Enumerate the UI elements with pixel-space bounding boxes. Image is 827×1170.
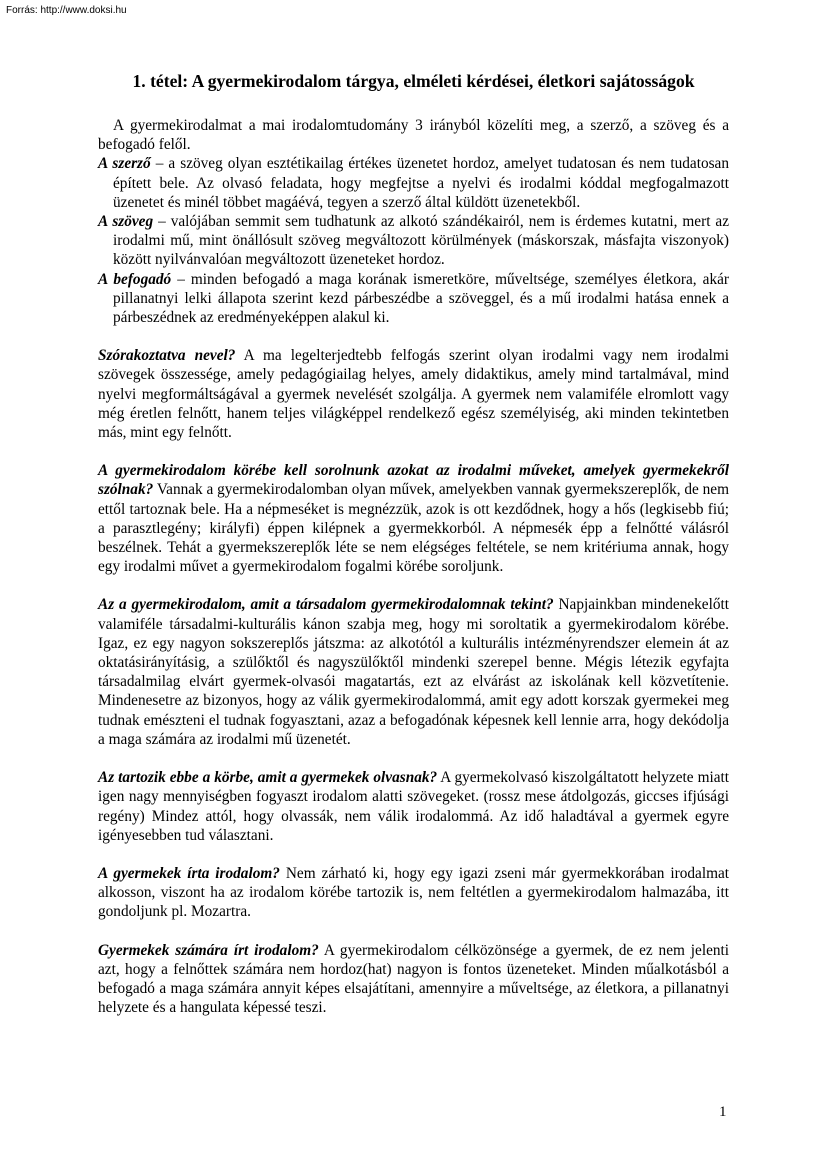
term-text: – a szöveg olyan esztétikailag értékes üzenetet hordoz, amelyet tudatosan és nem tudatosan épített bele. Az olvasó feladata, hogy megfejtse a nyelvi és irodalmi kóddal megfogalmazott üzenetet és minél többet magáévá, tegyen a szerző által küldött üzenetekből. xyxy=(113,155,729,211)
spacer xyxy=(98,922,729,941)
section-paragraph xyxy=(98,595,729,749)
section-text: Nem zárható ki, hogy egy igazi zseni már gyermekkorában irodalmat alkosson, viszont ha az irodalom körébe tartozik is, nem feltétlen a gyermekirodalom halmazába, itt gondoljunk pl. Mozartra. xyxy=(98,864,730,921)
section-paragraph xyxy=(98,461,729,576)
spacer xyxy=(98,749,729,768)
term-text: – valójában semmit sem tudhatunk az alkotó szándékairól, nem is érdemes kutatni, mert az irodalmi mű, mint önállósult szöveg megváltozott körülmények (máskorszak, másfajta viszonyok) között nyilvánvalóan megváltozott üzeneteket hordoz. xyxy=(113,213,729,269)
section-question: A gyermekirodalom körébe kell sorolnunk azokat az irodalmi műveket, amelyek gyermekekről szólnak? xyxy=(98,462,729,499)
section-question: Szórakoztatva nevel? xyxy=(98,347,236,365)
list-item-szoveg xyxy=(98,212,729,270)
term-text: – minden befogadó a maga korának ismeretköre, műveltsége, személyes életkora, akár pillanatnyi lelki állapota szerint kezd párbeszédbe a szöveggel, és a mű irodalmi hatása ennek a párbeszédnek az eredményeképpen alakul ki. xyxy=(113,270,729,327)
spacer xyxy=(98,442,729,461)
section-paragraph xyxy=(98,864,729,922)
section-text: A gyermekolvasó kiszolgáltatott helyzete miatt igen nagy mennyiségben fogyaszt irodalom alatti szövegeket. (rossz mese átdolgozás, giccses ifjúsági regény) Mindez attól, hogy olvassák, nem válik irodalommá. Az idő haladtával a gyermek egyre igényesebben tud választani. xyxy=(98,769,730,844)
page-number: 1 xyxy=(719,1104,727,1120)
section-question: Az tartozik ebbe a körbe, amit a gyermekek olvasnak? xyxy=(98,769,438,787)
section-text: A ma legelterjedtebb felfogás szerint olyan irodalmi vagy nem irodalmi szövegek összessége, amely pedagógiailag helyes, amely didaktikus, amely mind tartalmával, mind nyelvi megformáltságával a gyermek nevelését szolgálja. A gyermek nem valamiféle elromlott vagy még éretlen felnőtt, hanem teljes világképpel rendelkező egész személyiség, aki minden tekintetben más, mint egy felnőtt. xyxy=(98,347,729,442)
page-title: 1. tétel: A gyermekirodalom tárgya, elméleti kérdései, életkori sajátosságok xyxy=(132,71,695,91)
section-question: A gyermekek írta irodalom? xyxy=(98,864,280,882)
section-paragraph xyxy=(98,346,729,442)
section-question: Az a gyermekirodalom, amit a társadalom gyermekirodalomnak tekint? xyxy=(98,596,554,614)
section-text: Napjainkban mindenekelőtt valamiféle társadalmi-kulturális kánon szabja meg, hogy mi soroltatik a gyermekirodalom körébe. Igaz, ez egy nagyon sokszereplős játszma: az alkotótól a kulturális intézményrendszer elemein át az oktatásirányításig, a szülőktől és nagyszülőktől mindenki szerepel benne. Mégis létezik egyfajta társadalmilag elvárt gyermek-olvasói magatartás, ezt az elvárást az iskolának kell közvetítenie. Mindenesetre az bizonyos, hogy az válik gyermekirodalommá, amit egy adott korszak gyermekei meg tudnak emészteni el tudnak fogyasztani, azaz a befogadónak képesnek kell lennie arra, hogy dekódolja a maga számára az irodalmi mű üzenetét. xyxy=(98,596,729,748)
term-label: A szerző xyxy=(98,155,151,173)
term-label: A befogadó xyxy=(98,270,172,288)
source-note: Forrás: http://www.doksi.hu xyxy=(6,5,127,16)
section-text: A gyermekirodalom célközönsége a gyermek, de ez nem jelenti azt, hogy a felnőttek számára nem hordoz(hat) nagyon is fontos üzeneteket. Minden műalkotásból a befogadó a maga számára annyit képes elsajátítani, amennyire a műveltsége, az életkora, a pillanatnyi helyzete és a hangulata képessé teszi. xyxy=(98,941,730,1017)
document-page xyxy=(98,70,729,1017)
spacer xyxy=(98,845,729,864)
intro-paragraph: A gyermekirodalmat a mai irodalomtudomány 3 irányból közelíti meg, a szerző, a szöveg és a befogadó felől. xyxy=(98,117,729,154)
section-text: Vannak a gyermekirodalomban olyan művek, amelyekben vannak gyermekszereplők, de nem ettől tartoznak bele. Ha a népmeséket is megnézzük, azok is ott kezdődnek, hogy a hős (legkisebb fiú; a parasztlegény; királyfi) éppen kilépnek a gyermekkorból. A népmesék épp a felnőtté válásról beszélnek. Tehát a gyermekszereplők léte se nem elégséges feltétele, se nem kritériuma annak, hogy egy irodalmi művet a gyermekirodalom fogalmi körébe soroljunk. xyxy=(98,481,729,576)
section-paragraph xyxy=(98,941,729,1018)
spacer xyxy=(98,576,729,595)
section-question: Gyermekek számára írt irodalom? xyxy=(98,941,319,959)
term-label: A szöveg xyxy=(98,213,154,231)
list-item-befogado xyxy=(98,270,729,328)
spacer xyxy=(98,327,729,346)
list-item-szerzo xyxy=(98,154,729,212)
section-paragraph xyxy=(98,768,729,845)
